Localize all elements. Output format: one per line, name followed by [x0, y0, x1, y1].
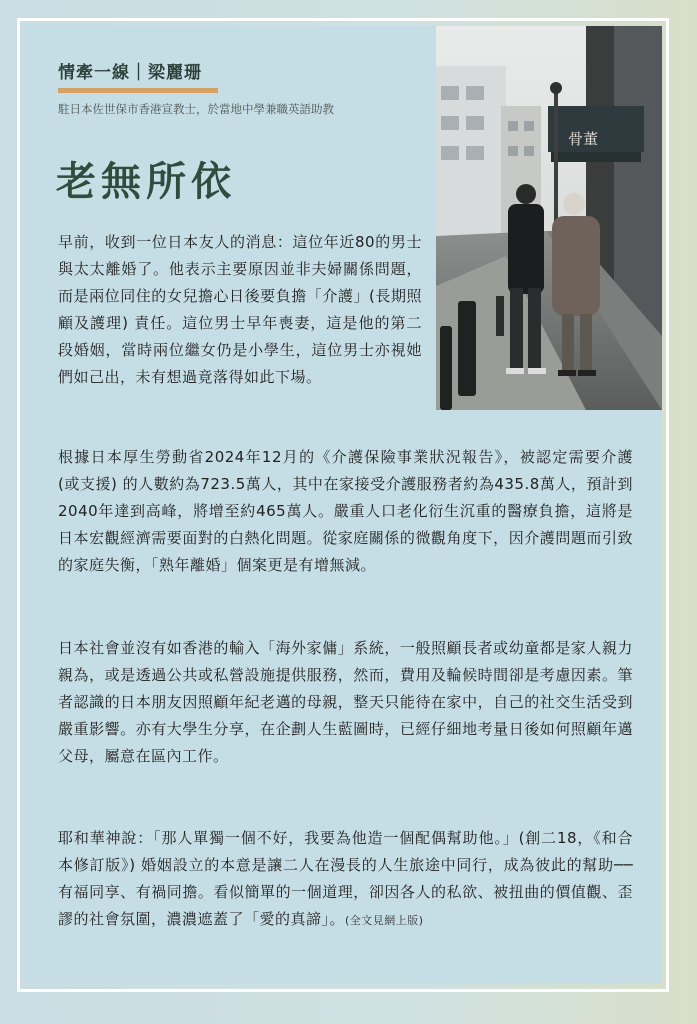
street-photo-elderly-couple-icon — [436, 26, 662, 410]
paragraph-3: 日本社會並沒有如香港的輸入「海外家傭」系統，一般照顧長者或幼童都是家人親力親為，或是透過公共或私營設施提供服務，然而，費用及輪候時間卻是考慮因素。筆者認識的日本朋友因照顧年紀老邁的母親，整天只能待在家中，自己的社交生活受到嚴重影響。亦有大學生分享，在企劃人生藍圖時，已經仔細地考量日後如何照顧年邁父母，屬意在區內工作。 — [58, 639, 633, 765]
accent-bar — [58, 88, 218, 93]
svg-text:骨董: 骨董 — [568, 130, 599, 148]
paragraph-1: 早前，收到一位日本友人的消息：這位年近80的男士與太太離婚了。他表示主要原因並非夫婦關係問題，而是兩位同住的女兒擔心日後要負擔「介護」(長期照顧及護理) 責任。這位男士早年喪妻，這是他的第二段婚姻，當時兩位繼女仍是小學生，這位男士亦視她們如己出，未有想過竟落得如此下場。 — [58, 233, 422, 386]
street-photo — [436, 26, 662, 410]
paragraph-4-text: 耶和華神說：「那人單獨一個不好，我要為他造一個配偶幫助他。」(創二18，《和合本修訂版》) 婚姻設立的本意是讓二人在漫長的人生旅途中同行，成為彼此的幫助──有福同享、有禍同擔。看似簡單的一個道理，卻因各人的私欲、被扭曲的價值觀、歪謬的社會氛圍，濃濃遮蓋了「愛的真諦」。 — [58, 829, 633, 928]
paragraph-4 — [58, 825, 633, 934]
column-byline: 情牽一線｜梁麗珊 — [58, 63, 202, 83]
author-note: 駐日本佐世保市香港宣教士，於當地中學兼職英語助教 — [58, 102, 334, 116]
paragraph-2: 根據日本厚生勞動省2024年12月的《介護保險事業狀況報告》，被認定需要介護 (或支援) 的人數約為723.5萬人，其中在家接受介護服務者約為435.8萬人，預計到2040年達到高峰，將增至約465萬人。嚴重人口老化衍生沉重的醫療負擔，這將是日本宏觀經濟需要面對的白熱化問題。從家庭關係的微觀角度下，因介護問題而引致的家庭失衡，「熟年離婚」個案更是有增無減。 — [58, 448, 633, 574]
article-title: 老無所依 — [56, 158, 236, 205]
online-version-note: (全文見網上版) — [345, 914, 424, 927]
